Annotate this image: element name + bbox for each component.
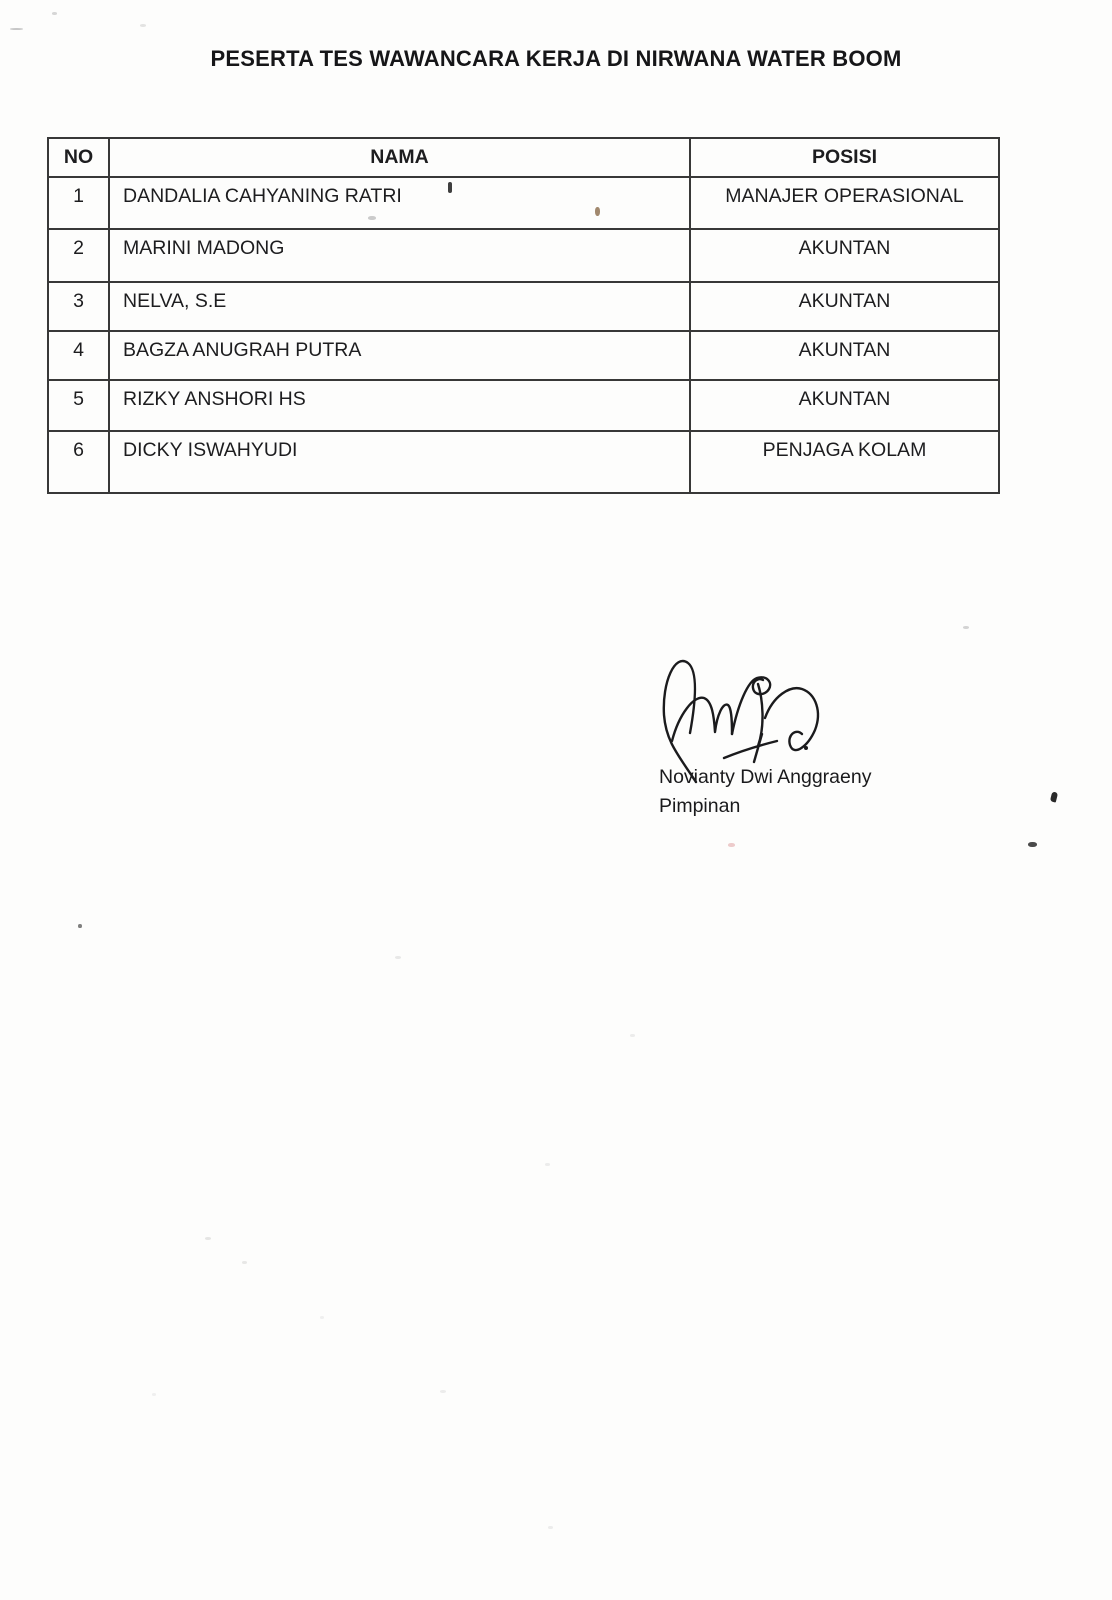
table-row [48,177,999,229]
row-number: 2 [48,229,109,282]
scan-speck [152,1393,156,1396]
row-number: 3 [48,282,109,331]
signature-block [659,763,871,821]
row-name: BAGZA ANUGRAH PUTRA [109,331,690,380]
scan-speck [728,843,735,847]
row-name: NELVA, S.E [109,282,690,331]
row-position: AKUNTAN [690,229,999,282]
row-name: DANDALIA CAHYANING RATRI [109,177,690,229]
scan-speck [440,1390,446,1393]
table-row [48,380,999,431]
document-title: PESERTA TES WAWANCARA KERJA DI NIRWANA WATER BOOM [210,46,902,71]
scan-speck [963,626,969,629]
scan-speck [630,1034,635,1037]
row-number: 1 [48,177,109,229]
scan-speck [205,1237,211,1240]
scan-speck [320,1316,324,1319]
table-header-row [48,138,999,177]
scan-speck [140,24,146,27]
row-position: AKUNTAN [690,282,999,331]
ink-mark [78,924,82,928]
row-number: 6 [48,431,109,493]
participants-table [47,137,1000,494]
table-row [48,431,999,493]
scan-speck [52,12,57,15]
scan-speck [545,1163,550,1166]
table-row [48,331,999,380]
row-name: RIZKY ANSHORI HS [109,380,690,431]
row-name: DICKY ISWAHYUDI [109,431,690,493]
header-no: NO [48,138,109,177]
ink-mark [1050,791,1058,802]
table-row [48,229,999,282]
signer-name: Novianty Dwi Anggraeny [659,766,872,788]
row-position: AKUNTAN [690,380,999,431]
header-nama: NAMA [109,138,690,177]
header-posisi: POSISI [690,138,999,177]
row-position: MANAJER OPERASIONAL [690,177,999,229]
scan-speck [395,956,401,959]
row-name: MARINI MADONG [109,229,690,282]
row-number: 5 [48,380,109,431]
ink-mark [1028,842,1037,847]
table-row [48,282,999,331]
row-position: AKUNTAN [690,331,999,380]
scan-speck [10,28,23,30]
row-number: 4 [48,331,109,380]
row-position: PENJAGA KOLAM [690,431,999,493]
scan-speck [548,1526,553,1529]
scan-speck [242,1261,247,1264]
signer-role: Pimpinan [659,795,741,817]
